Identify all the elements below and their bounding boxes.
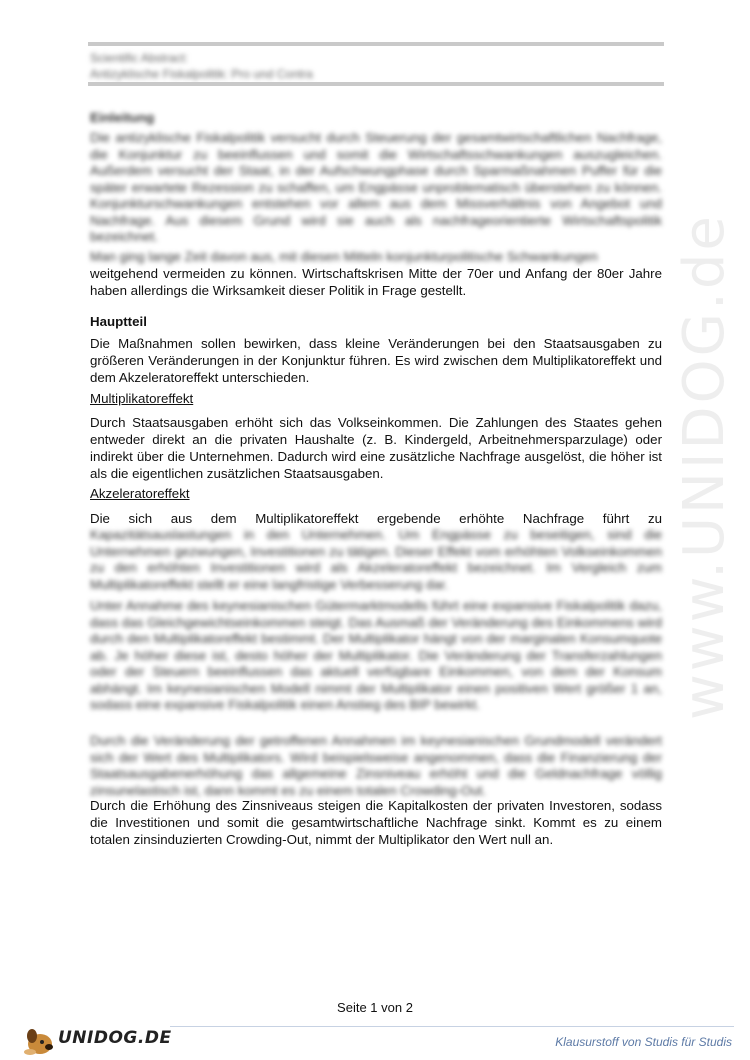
header-rule-bottom	[88, 82, 664, 86]
paragraph-crowding-out: Durch die Erhöhung des Zinsniveaus steigen die Kapitalkosten der privaten Investoren, sodass die Investitionen und somit die gesamtwirtschaftliche Nachfrage sinkt. Kommt es zu einem totalen zinsinduzierten Crowding-Out, nimmt der Multiplikator den Wert null an.	[90, 798, 662, 847]
paragraph-einleitung-2: weitgehend vermeiden zu können. Wirtschaftskrisen Mitte der 70er und Anfang der 80er Jahre haben allerdings die Wirksamkeit dieser Politik in Frage gestellt.	[90, 266, 662, 298]
paragraph-einleitung-2-blurred: Man ging lange Zeit davon aus, mit diesen Mitteln konjunkturpolitische Schwankungen	[90, 249, 598, 264]
paragraph-multiplikatoreffekt: Durch Staatsausgaben erhöht sich das Volkseinkommen. Die Zahlungen des Staates gehen entweder direkt an die privaten Haushalte (z. B. Kindergeld, Arbeitnehmersparzulage) oder indirekt über die Unternehmen. Dadurch wird eine zusätzliche Nachfrage ausgelöst, die höher ist als die eigentlichen zusätzlichen Staatsausgaben.	[90, 415, 662, 481]
paragraph-blurred-4: Durch die Veränderung der getroffenen Annahmen im keynesianischen Grundmodell verändert sich der Wert des Multiplikators. Wird beispielsweise angenommen, dass die Finanzierung der Staatsausgabenerhöhung das allgemeine Zinsniveau erhöht und die Geldnachfrage völlig zinsunelastisch ist, dann kommt es zu einem totalen Crowding-Out.	[90, 733, 662, 798]
heading-multiplikatoreffekt: Multiplikatoreffekt	[90, 391, 194, 406]
heading-einleitung: Einleitung	[90, 110, 155, 125]
paragraph-akzeleratoreffekt-line1: Die sich aus dem Multiplikatoreffekt ergebende erhöhte Nachfrage führt zu	[90, 511, 662, 526]
paragraph-akzeleratoreffekt-blurred: Kapazitätsauslastungen in den Unternehmen. Um Engpässe zu beseitigen, sind die Unternehmen gezwungen, Investitionen zu tätigen. Dieser Effekt vom erhöhten Volkseinkommen zu den erhöhten Investitionen wird als Akzeleratoreffekt bezeichnet. Im Vergleich zum Multiplikatoreffekt stellt er eine langfristige Verbesserung dar.	[90, 527, 662, 592]
heading-hauptteil: Hauptteil	[90, 314, 147, 329]
footer-divider	[170, 1026, 734, 1027]
watermark: www.UNIDOG.de	[672, 213, 737, 720]
header-line-1: Scientific Abstract:	[90, 51, 189, 65]
page-number: Seite 1 von 2	[337, 1000, 413, 1015]
header-line-2: Antizyklische Fiskalpolitik: Pro und Contra	[90, 67, 313, 81]
heading-akzeleratoreffekt: Akzeleratoreffekt	[90, 486, 190, 501]
paragraph-blurred-3: Unter Annahme des keynesianischen Gütermarktmodells führt eine expansive Fiskalpolitik dazu, dass das Gleichgewichtseinkommen steigt. Das Ausmaß der Veränderung des Einkommens wird durch den Multiplikatoreffekt bestimmt. Der Multiplikator hängt von der marginalen Konsumquote ab. Je höher diese ist, desto höher der Multiplikator. Die Veränderung der Transferzahlungen oder der Steuern beeinflussen das aktuell verfügbare Einkommen, von dem der Konsum abhängt. Im keynesianischen Modell nimmt der Multiplikator einen positiven Wert größer 1 an, sodass eine expansive Fiskalpolitik einen Anstieg des BIP bewirkt.	[90, 598, 662, 712]
paragraph-hauptteil: Die Maßnahmen sollen bewirken, dass kleine Veränderungen bei den Staatsausgaben zu größeren Veränderungen in der Konjunktur führen. Es wird zwischen dem Multiplikatoreffekt und dem Akzeleratoreffekt unterschieden.	[90, 336, 662, 385]
paragraph-einleitung-1: Die antizyklische Fiskalpolitik versucht durch Steuerung der gesamtwirtschaftlichen Nachfrage, die Konjunktur zu beeinflussen und somit die Wirtschaftsschwankungen auszugleichen. Außerdem versucht der Staat, in der Aufschwungphase durch Sparmaßnahmen Puffer für die später erwartete Rezession zu schaffen, um Engpässe unproblematisch überstehen zu können. Konjunkturschwankungen entstehen vor allem aus dem Missverhältnis von Angebot und Nachfrage. Aus diesem Grund wird sie auch als nachfrageorientierte Wirtschaftspolitik bezeichnet.	[90, 130, 662, 244]
footer-tagline: Klausurstoff von Studis für Studis	[555, 1035, 732, 1049]
logo-text: UNIDOG.DE	[58, 1028, 172, 1048]
header-rule-top	[88, 42, 664, 46]
